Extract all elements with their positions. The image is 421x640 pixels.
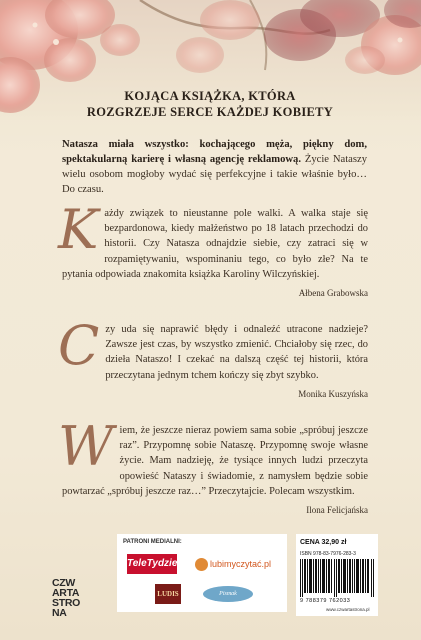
media-patrons-box	[117, 534, 287, 612]
patrons-title: PATRONI MEDIALNI:	[123, 539, 182, 545]
publisher-url: www.czwartastrona.pl	[326, 607, 370, 612]
lubimy-text: lubimyczytać.pl	[210, 559, 272, 569]
tele-tydzien-logo: TeleTydzień	[127, 554, 177, 574]
intro-rest: Życie Nataszy wielu osobom mogłoby wydać się perfekcyjne i takie właśnie było… Do czasu.	[62, 154, 367, 195]
quote-text: iem, że jeszcze nieraz powiem sama sobie „spróbuj jeszcze raz”. Przypomnę sobie Nataszę. Przypomnę swoje własne życie. Mam nadzieję, że tysiące innych ludzi przeczyta opowieść Nataszy i świadomie, z namysłem będzie sobie powtarzać „spróbuj jeszcze raz…” Przeczytajcie. Polecam wszystkim.	[62, 425, 368, 497]
barcode-icon	[300, 559, 374, 597]
quote-grabowska	[58, 198, 368, 301]
publisher-line: NA	[52, 607, 67, 619]
quote-text: zy uda się naprawić błędy i odnaleźć utracone nadzieje? Zawsze jest czas, by wszystko zmienić. Chciałoby się rzec, do dzieła Nataszo! I czekać na dalszą część tej historii, która przeczytana jednym tchem kończy się zbyt szybko.	[105, 324, 368, 381]
intro-bold: Natasza miała wszystko: kochającego męża, piękny dom, spektakularną karierę i własną agencję reklamową.	[62, 139, 367, 165]
publisher-line: CZW	[52, 577, 76, 589]
publisher-line: ARTA	[52, 587, 80, 599]
dropcap: K	[58, 198, 99, 261]
book-icon	[195, 558, 208, 571]
lubimy-czytac-logo	[195, 556, 285, 572]
quote-author: Ałbena Grabowska	[298, 288, 368, 299]
headline	[60, 88, 360, 120]
barcode-box	[296, 534, 378, 616]
headline-line-1: KOJĄCA KSIĄŻKA, KTÓRA	[124, 89, 296, 103]
ean-number: 9 788379 762033	[300, 598, 351, 604]
dropcap: W	[58, 415, 114, 478]
publisher-logo	[52, 578, 94, 628]
price: CENA 32,90 zł	[300, 539, 347, 546]
dropcap: C	[58, 314, 100, 377]
quote-author: Monika Kuszyńska	[298, 388, 368, 399]
publisher-line: STRO	[52, 597, 80, 609]
quote-felicjanska	[58, 415, 368, 518]
headline-line-2: ROZGRZEJE SERCE KAŻDEJ KOBIETY	[86, 105, 334, 119]
isbn: ISBN 978-83-7976-283-3	[300, 551, 356, 557]
quote-kuszynska	[58, 314, 368, 402]
quote-author: Ilona Felicjańska	[306, 505, 368, 516]
intro-paragraph	[62, 137, 367, 197]
ludis-logo: LUDIS	[155, 584, 181, 604]
quote-text: ażdy związek to nieustanne pole walki. A walka staje się bezpardonowa, kiedy małżeństwo po 18 latach przechodzi do historii. Czy Natasza odnajdzie siebie, czy zatraci się w rozpamiętywaniu, wspominaniu tego, co było złe? Na te pytania odpowiada znakomita książka Karoliny Wilczyńskiej.	[62, 208, 368, 280]
pismak-logo: Pismak	[203, 586, 253, 602]
